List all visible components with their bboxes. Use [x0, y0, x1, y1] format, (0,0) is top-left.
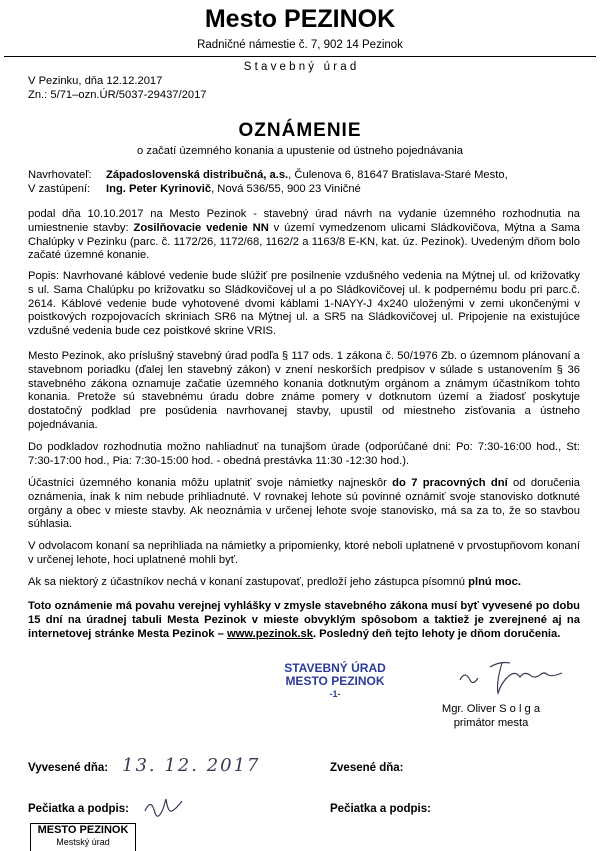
document-title: OZNÁMENIE	[238, 120, 362, 141]
paragraph-filing: podal dňa 10.10.2017 na Mesto Pezinok - stavebný úrad návrh na vydanie územného rozhodnutia na umiestnenie stavby: Zosilňovacie vedenie NN v území vymedzenom ulicami Sládkovičova, Mýtna a Sama Chalúpky v Pezinku (parc. č. 1172/26, 1172/68, 1162/2 a 1163/8 E-KN, kat. úz. Pezinok). Uvedeným dňom bolo začaté územné konanie.	[28, 208, 580, 262]
paragraph-appeal: V odvolacom konaní sa neprihliada na námietky a pripomienky, ktoré neboli uplatnené v prvostupňovom konaní v určenej lehote, hoci uplatnené mohli byť.	[28, 540, 580, 566]
bottom-stamp	[30, 823, 136, 851]
signer-name: Mgr. Oliver S o l g a	[441, 703, 541, 715]
mayor-signature	[430, 655, 590, 700]
applicant-label: Navrhovateľ:	[28, 169, 92, 181]
signer-role: primátor mesta	[453, 717, 529, 729]
stamp-label-right: Pečiatka a podpis:	[330, 803, 431, 815]
office-stamp	[260, 662, 410, 701]
paragraph-description: Popis: Navrhované káblové vedenie bude slúžiť pre posilnenie vzdušného vedenia na Mýtnej ul. od križovatky s ul. Sama Chalúpku po križovatku so Sládkovičovej ul a po Sládkovičovej ul. k podpernému bodu pri parc.č. 2614. Káblové vedenie bude vyhotovené dvomi káblami 1-NAYY-J 4x240 uloženými v zemi ukončenými v poistkových rozpojovacích skriniach SR6 na Mýtnej ul. a SR5 na Sládkovičovej ul. Pripojenie na existujúce vzdušné vedenia bude cez poistkové skrine VRIS.	[28, 270, 580, 338]
posted-signature	[140, 793, 190, 823]
city-heading	[0, 4, 600, 34]
representative-address: , Nová 536/55, 900 23 Viničné	[211, 183, 361, 195]
reference-number: Zn.: 5/71–ozn.ÚR/5037-29437/2017	[28, 89, 207, 101]
deadline-days: do 7 pracovných dní	[392, 477, 508, 489]
department-name: S t a v e b n ý ú r a d	[243, 61, 357, 73]
header-divider	[4, 56, 596, 57]
paragraph-objections: Účastníci územného konania môžu uplatniť svoje námietky najneskôr do 7 pracovných dní od doručenia oznámenia, inak k nim nebude prihliadnuté. V rovnakej lehote sú povinné oznámiť svoje stanovisko dotknuté orgány a obec v mieste stavby. Ak neoznámia v určenej lehote svoje stanovisko, má sa za to, že so stavbou súhlasia.	[28, 477, 580, 531]
applicant-row	[28, 169, 588, 183]
city-prefix: Mesto	[204, 5, 278, 33]
document-subtitle: o začatí územného konania a upustenie od ústneho pojednávania	[137, 145, 463, 157]
paragraph-representation: Ak sa niektorý z účastníkov nechá v konaní zastupovať, predloží jeho zástupca písomnú plnú moc.	[28, 576, 521, 588]
bottom-stamp-line2: Mestský úrad	[56, 837, 110, 847]
office-stamp-line3: -1-	[329, 689, 341, 699]
city-name: PEZINOK	[284, 5, 396, 33]
paragraph-inspection: Do podkladov rozhodnutia možno nahliadnuť na tunajšom úrade (odporúčané dni: Po: 7:30-16:00 hod., St: 7:30-17:00 hod., Pia: 7:30-15:00 hod. - obedná prestávka 11:30 -12:30 hod.).	[28, 441, 580, 467]
representative-row	[28, 183, 588, 197]
posted-date-handwritten: 13. 12. 2017	[122, 755, 261, 776]
removed-label: Zvesené dňa:	[330, 762, 404, 774]
construction-name: Zosilňovacie vedenie NN	[133, 221, 269, 234]
stamp-label-left: Pečiatka a podpis:	[28, 803, 129, 815]
applicant-name: Západoslovenská distribučná, a.s.	[106, 169, 289, 181]
bottom-stamp-line1: MESTO PEZINOK	[37, 824, 129, 836]
paragraph-authority: Mesto Pezinok, ako príslušný stavebný úrad podľa § 117 ods. 1 zákona č. 50/1976 Zb. o územnom plánovaní a stavebnom poriadku (ďalej len stavebný zákon) v znení neskorších predpisov v súlade s ustanovením § 36 stavebného zákona oznamuje začatie územného konania dotknutým orgánom a známym účastníkom tohto konania. Pretože sú stavebnému úradu dobre známe pomery v dotknutom území a žiadosť poskytuje dostatočný podklad pre posúdenia navrhovanej stavby, upustil od miestneho zisťovania a ústneho pojednávania.	[28, 350, 580, 431]
posted-label: Vyvesené dňa:	[28, 762, 109, 774]
paragraph-public-notice: Toto oznámenie má povahu verejnej vyhlášky v zmysle stavebného zákona musí byť vyvesené po dobu 15 dní na úradnej tabuli Mesta Pezinok v mieste obvyklým spôsobom a taktiež je zverejnené aj na internetovej stránke Mesta Pezinok – www.pezinok.sk. Posledný deň tejto lehoty je dňom doručenia.	[28, 600, 580, 640]
office-stamp-line1: STAVEBNÝ ÚRAD	[284, 661, 386, 675]
applicant-address: , Čulenova 6, 81647 Bratislava-Staré Mesto,	[288, 169, 508, 181]
representative-name: Ing. Peter Kyrinovič	[106, 183, 212, 195]
date-line: V Pezinku, dňa 12.12.2017	[28, 75, 163, 87]
representative-label: V zastúpení:	[28, 183, 91, 195]
power-of-attorney: plnú moc.	[468, 576, 521, 588]
city-address: Radničné námestie č. 7, 902 14 Pezinok	[197, 39, 403, 51]
office-stamp-line2: MESTO PEZINOK	[285, 674, 385, 688]
website-link[interactable]: www.pezinok.sk	[226, 627, 313, 640]
